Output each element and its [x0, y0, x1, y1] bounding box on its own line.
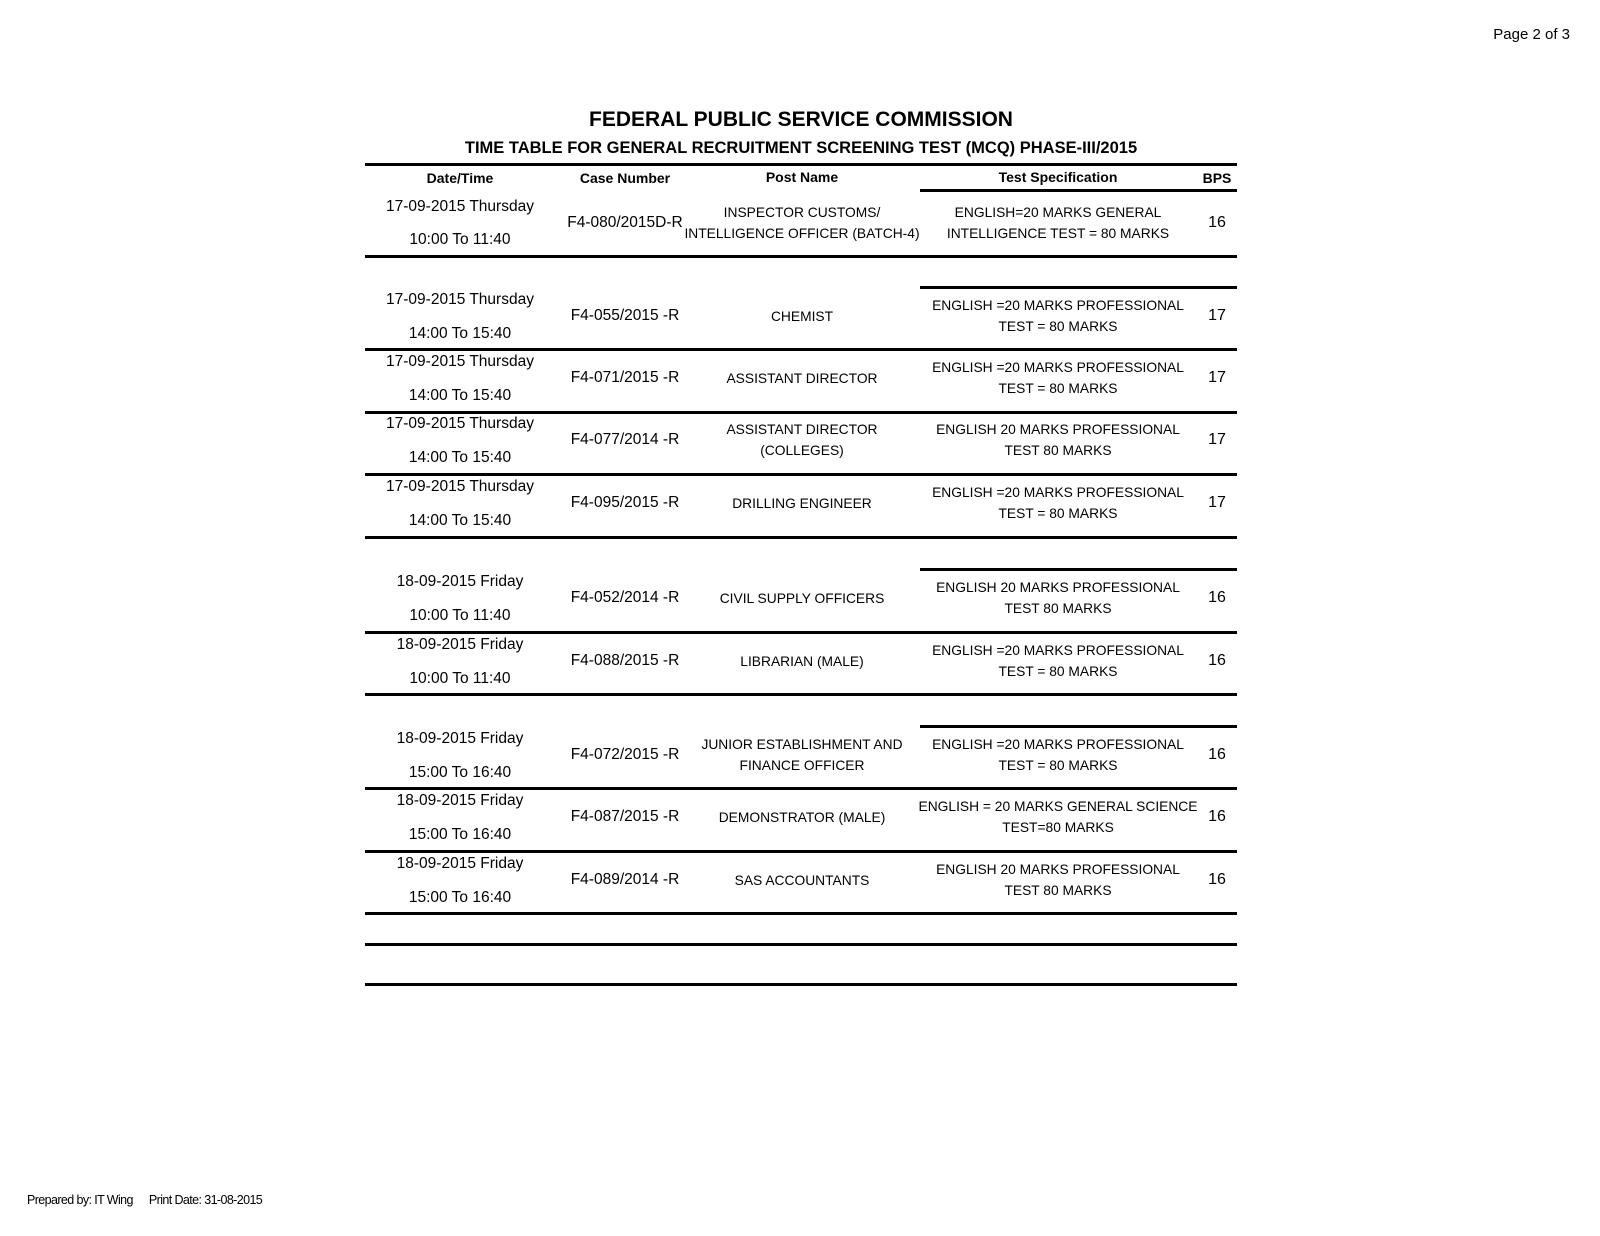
- page-footer: [27, 1193, 262, 1207]
- bps-cell: 16: [1208, 589, 1226, 606]
- case-number-cell: F4-080/2015D-R: [567, 213, 683, 231]
- table-row: [365, 192, 1237, 253]
- post-name-cell: JUNIOR ESTABLISHMENT AND FINANCE OFFICER: [701, 737, 903, 773]
- date-time-cell: [365, 192, 555, 253]
- bps-cell: 16: [1208, 808, 1226, 825]
- case-number-cell: F4-077/2014 -R: [570, 431, 680, 448]
- table-rule: [365, 255, 1237, 258]
- table-header: [365, 166, 1237, 189]
- test-spec-cell: ENGLISH =20 MARKS PROFESSIONAL TEST = 80 MARKS: [932, 737, 1184, 773]
- exam-date: 18-09-2015 Friday: [396, 573, 524, 590]
- case-number-cell: F4-055/2015 -R: [570, 307, 680, 324]
- exam-date: 18-09-2015 Friday: [396, 855, 524, 872]
- post-name-cell: INSPECTOR CUSTOMS/ INTELLIGENCE OFFICER (BATCH-4): [684, 204, 920, 241]
- exam-date: 17-09-2015 Thursday: [386, 353, 534, 370]
- table-rule: [365, 693, 1237, 696]
- exam-date: 18-09-2015 Friday: [396, 636, 524, 653]
- date-time-cell: [365, 409, 555, 471]
- bps-cell: 16: [1208, 871, 1226, 888]
- date-time-cell: [365, 285, 555, 347]
- test-spec-cell: ENGLISH =20 MARKS PROFESSIONAL TEST = 80 MARKS: [932, 485, 1184, 521]
- date-time-cell: [365, 849, 555, 911]
- date-time-cell: [365, 724, 555, 786]
- date-time-cell: [365, 472, 555, 534]
- bps-cell: 16: [1208, 213, 1226, 231]
- post-name-cell: CIVIL SUPPLY OFFICERS: [719, 590, 885, 606]
- bps-cell: 16: [1208, 746, 1226, 763]
- exam-time: 14:00 To 15:40: [408, 512, 512, 529]
- prepared-by: Prepared by: IT Wing: [27, 1193, 133, 1207]
- exam-time: 14:00 To 15:40: [408, 449, 512, 466]
- exam-date: 17-09-2015 Thursday: [386, 198, 534, 215]
- table-row: [365, 630, 1237, 692]
- test-spec-cell: ENGLISH =20 MARKS PROFESSIONAL TEST = 80 MARKS: [932, 643, 1184, 679]
- exam-time: 14:00 To 15:40: [408, 387, 512, 404]
- table-rule: [365, 943, 1237, 946]
- post-name-cell: DEMONSTRATOR (MALE): [718, 809, 886, 825]
- table-row: [365, 724, 1237, 786]
- bps-cell: 17: [1208, 494, 1226, 511]
- header-case-number: Case Number: [579, 169, 671, 186]
- exam-time: 10:00 To 11:40: [409, 607, 511, 624]
- document-subtitle: TIME TABLE FOR GENERAL RECRUITMENT SCREENING TEST (MCQ) PHASE-III/2015: [464, 139, 1138, 157]
- test-spec-cell: ENGLISH = 20 MARKS GENERAL SCIENCE TEST=80 MARKS: [918, 799, 1198, 835]
- post-name-cell: DRILLING ENGINEER: [732, 495, 872, 511]
- post-name-cell: LIBRARIAN (MALE): [740, 653, 864, 669]
- exam-time: 10:00 To 11:40: [409, 670, 511, 687]
- exam-time: 14:00 To 15:40: [408, 325, 512, 342]
- table-row: [365, 472, 1237, 534]
- test-spec-cell: ENGLISH 20 MARKS PROFESSIONAL TEST 80 MARKS: [936, 580, 1180, 616]
- post-name-cell: ASSISTANT DIRECTOR (COLLEGES): [726, 422, 878, 458]
- bps-cell: 16: [1208, 652, 1226, 669]
- bps-cell: 17: [1208, 307, 1226, 324]
- exam-date: 17-09-2015 Thursday: [386, 478, 534, 495]
- exam-time: 15:00 To 16:40: [408, 889, 512, 906]
- header-post-name: Post Name: [765, 169, 839, 185]
- table-row: [365, 347, 1237, 409]
- exam-time: 10:00 To 11:40: [409, 231, 511, 248]
- table-row: [365, 786, 1237, 848]
- exam-date: 18-09-2015 Friday: [396, 792, 524, 809]
- exam-date: 17-09-2015 Thursday: [386, 291, 534, 308]
- case-number-cell: F4-071/2015 -R: [570, 369, 680, 386]
- date-time-cell: [365, 630, 555, 692]
- table-row: [365, 567, 1237, 629]
- document-title: FEDERAL PUBLIC SERVICE COMMISSION: [589, 108, 1013, 131]
- exam-time: 15:00 To 16:40: [408, 826, 512, 843]
- case-number-cell: F4-095/2015 -R: [570, 494, 680, 511]
- date-time-cell: [365, 567, 555, 629]
- bps-cell: 17: [1208, 369, 1226, 386]
- table-row: [365, 285, 1237, 347]
- exam-time: 15:00 To 16:40: [408, 764, 512, 781]
- table-rule: [365, 983, 1237, 986]
- table-row: [365, 849, 1237, 911]
- table-rule: [365, 912, 1237, 915]
- test-spec-cell: ENGLISH =20 MARKS PROFESSIONAL TEST = 80 MARKS: [932, 360, 1184, 396]
- post-name-cell: SAS ACCOUNTANTS: [734, 872, 870, 888]
- date-time-cell: [365, 786, 555, 848]
- test-spec-cell: ENGLISH 20 MARKS PROFESSIONAL TEST 80 MARKS: [936, 862, 1180, 898]
- case-number-cell: F4-089/2014 -R: [570, 871, 680, 888]
- test-spec-cell: ENGLISH =20 MARKS PROFESSIONAL TEST = 80 MARKS: [932, 298, 1184, 334]
- case-number-cell: F4-088/2015 -R: [570, 652, 680, 669]
- post-name-cell: CHEMIST: [770, 308, 834, 324]
- test-spec-cell: ENGLISH=20 MARKS GENERAL INTELLIGENCE TEST = 80 MARKS: [946, 204, 1170, 241]
- header-bps: BPS: [1202, 169, 1232, 186]
- test-spec-cell: ENGLISH 20 MARKS PROFESSIONAL TEST 80 MARKS: [936, 422, 1180, 458]
- date-time-cell: [365, 347, 555, 409]
- header-date-time: Date/Time: [426, 169, 494, 186]
- case-number-cell: F4-052/2014 -R: [570, 589, 680, 606]
- exam-date: 18-09-2015 Friday: [396, 730, 524, 747]
- print-date: Print Date: 31-08-2015: [148, 1193, 263, 1207]
- table-row: [365, 409, 1237, 471]
- table-rule: [365, 536, 1237, 539]
- page-number: Page 2 of 3: [1493, 26, 1570, 43]
- case-number-cell: F4-087/2015 -R: [570, 808, 680, 825]
- bps-cell: 17: [1208, 431, 1226, 448]
- header-test-spec: Test Specification: [998, 169, 1118, 185]
- case-number-cell: F4-072/2015 -R: [570, 746, 680, 763]
- post-name-cell: ASSISTANT DIRECTOR: [726, 370, 878, 386]
- exam-date: 17-09-2015 Thursday: [386, 415, 534, 432]
